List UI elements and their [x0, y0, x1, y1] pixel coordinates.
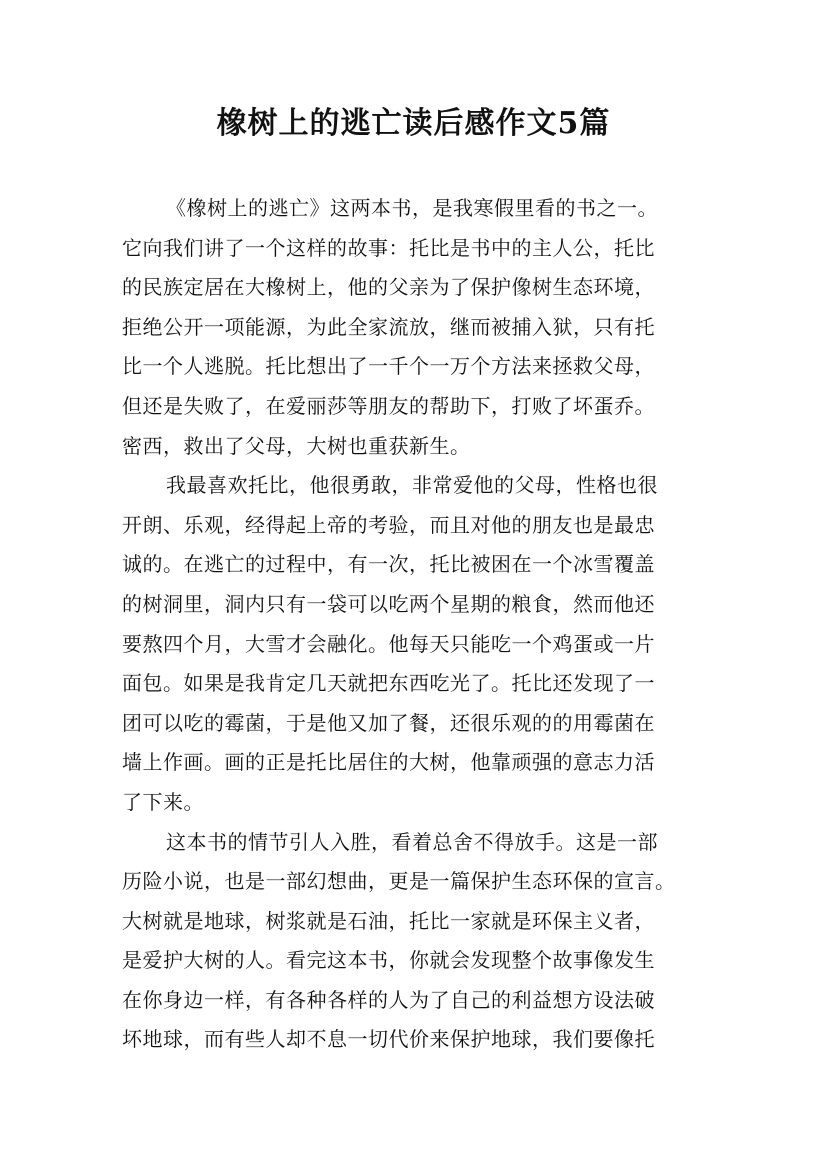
paragraph-1-line-6: 但还是失败了，在爱丽莎等朋友的帮助下，打败了坏蛋乔。 — [122, 393, 655, 418]
paragraph-2-line-7: 团可以吃的霉菌，于是他又加了餐，还很乐观的的用霉菌在 — [122, 710, 655, 735]
paragraph-2-line-5: 要熬四个月，大雪才会融化。他每天只能吃一个鸡蛋或一片 — [122, 631, 655, 656]
paragraph-1-line-3: 的民族定居在大橡树上，他的父亲为了保护像树生态环境， — [122, 275, 655, 300]
document-body — [122, 189, 712, 1060]
paragraph-2-line-4: 的树洞里，洞内只有一袋可以吃两个星期的粮食，然而他还 — [122, 591, 655, 616]
paragraph-3-line-1: 这本书的情节引人入胜，看着总舍不得放手。这是一部 — [166, 829, 658, 854]
paragraph-1-line-5: 比一个人逃脱。托比想出了一千个一万个方法来拯救父母， — [122, 354, 655, 379]
paragraph-2-line-3: 诚的。在逃亡的过程中，有一次，托比被困在一个冰雪覆盖 — [122, 552, 655, 577]
paragraph-3-line-5: 在你身边一样，有各种各样的人为了自己的利益想方设法破 — [122, 987, 655, 1012]
paragraph-3-line-4: 是爱护大树的人。看完这本书，你就会发现整个故事像发生 — [122, 948, 655, 973]
paragraph-1-line-2: 它向我们讲了一个这样的故事：托比是书中的主人公，托比 — [122, 235, 655, 260]
paragraph-3-line-2: 历险小说，也是一部幻想曲，更是一篇保护生态环保的宣言。 — [122, 869, 676, 894]
paragraph-2-line-2: 开朗、乐观，经得起上帝的考验，而且对他的朋友也是最忠 — [122, 512, 655, 537]
paragraph-2-line-1: 我最喜欢托比，他很勇敢，非常爱他的父母，性格也很 — [166, 473, 658, 498]
paragraph-3-line-3: 大树就是地球，树浆就是石油，托比一家就是环保主义者， — [122, 908, 655, 933]
document-title: 橡树上的逃亡读后感作文5篇 — [216, 106, 611, 141]
paragraph-2-line-9: 了下来。 — [122, 789, 204, 814]
paragraph-1-line-1: 《橡树上的逃亡》这两本书，是我寒假里看的书之一。 — [166, 196, 658, 220]
paragraph-2-line-8: 墙上作画。画的正是托比居住的大树，他靠顽强的意志力活 — [122, 750, 655, 775]
paragraph-2-line-6: 面包。如果是我肯定几天就把东西吃光了。托比还发现了一 — [122, 671, 655, 696]
paragraph-1-line-7: 密西，救出了父母，大树也重获新生。 — [122, 433, 471, 458]
paragraph-1-line-4: 拒绝公开一项能源，为此全家流放，继而被捕入狱，只有托 — [122, 314, 655, 339]
paragraph-3-line-6: 坏地球，而有些人却不息一切代价来保护地球，我们要像托 — [122, 1027, 655, 1052]
